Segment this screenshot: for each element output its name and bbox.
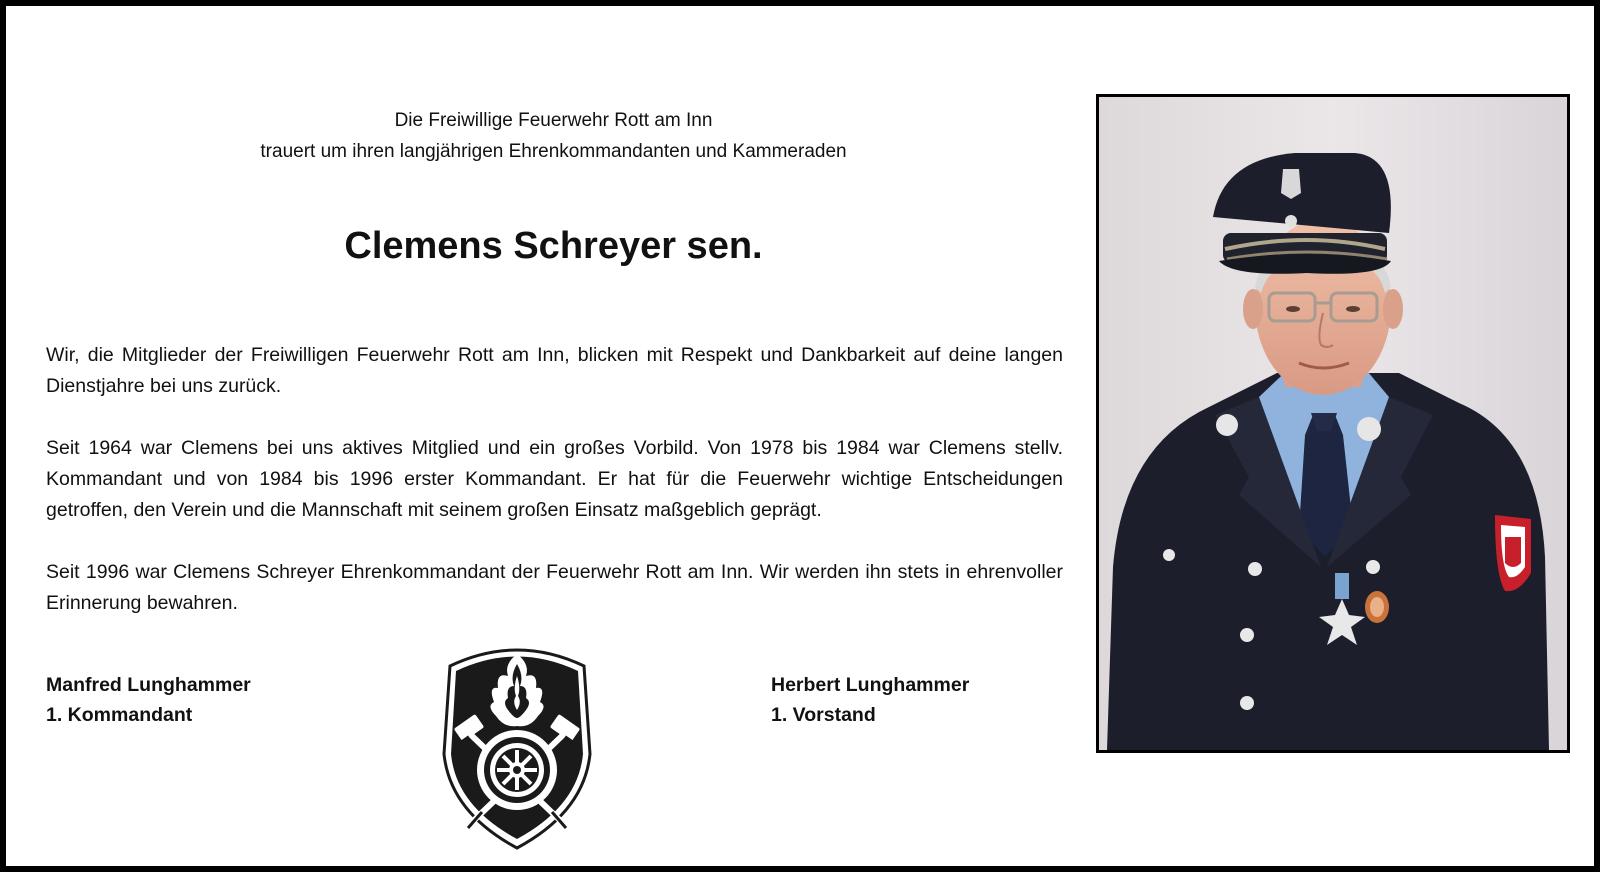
signer-name: Manfred Lunghammer	[46, 674, 251, 696]
header-mourning-text: trauert um ihren langjährigen Ehrenkommandanten und Kammeraden	[260, 141, 847, 162]
signature-left	[46, 670, 251, 730]
signature-right	[771, 670, 969, 730]
signer-title: 1. Vorstand	[771, 704, 876, 726]
portrait-photo	[1096, 94, 1570, 753]
fire-brigade-emblem-icon	[434, 636, 600, 852]
paragraph-career: Seit 1964 war Clemens bei uns aktives Mitglied und ein großes Vorbild. Von 1978 bis 1984 war Clemens stellv. Kommandant und von 1984 bis 1996 erster Kommandant. Er hat für die Feuerwehr wichtige Entscheidungen getroffen, den Verein und die Mannschaft mit seinem großen Einsatz maßgeblich geprägt.	[46, 437, 1063, 521]
signer-title: 1. Kommandant	[46, 704, 193, 726]
deceased-name: Clemens Schreyer sen.	[344, 225, 763, 267]
paragraph-honorary: Seit 1996 war Clemens Schreyer Ehrenkommandant der Feuerwehr Rott am Inn. Wir werden ihn stets in ehrenvoller Erinnerung bewahren.	[46, 561, 1063, 614]
signer-name: Herbert Lunghammer	[771, 674, 970, 696]
header-organization: Die Freiwillige Feuerwehr Rott am Inn	[394, 110, 713, 131]
paragraph-gratitude: Wir, die Mitglieder der Freiwilligen Feuerwehr Rott am Inn, blicken mit Respekt und Dankbarkeit auf deine langen Dienstjahre bei uns zurück.	[46, 344, 1063, 397]
